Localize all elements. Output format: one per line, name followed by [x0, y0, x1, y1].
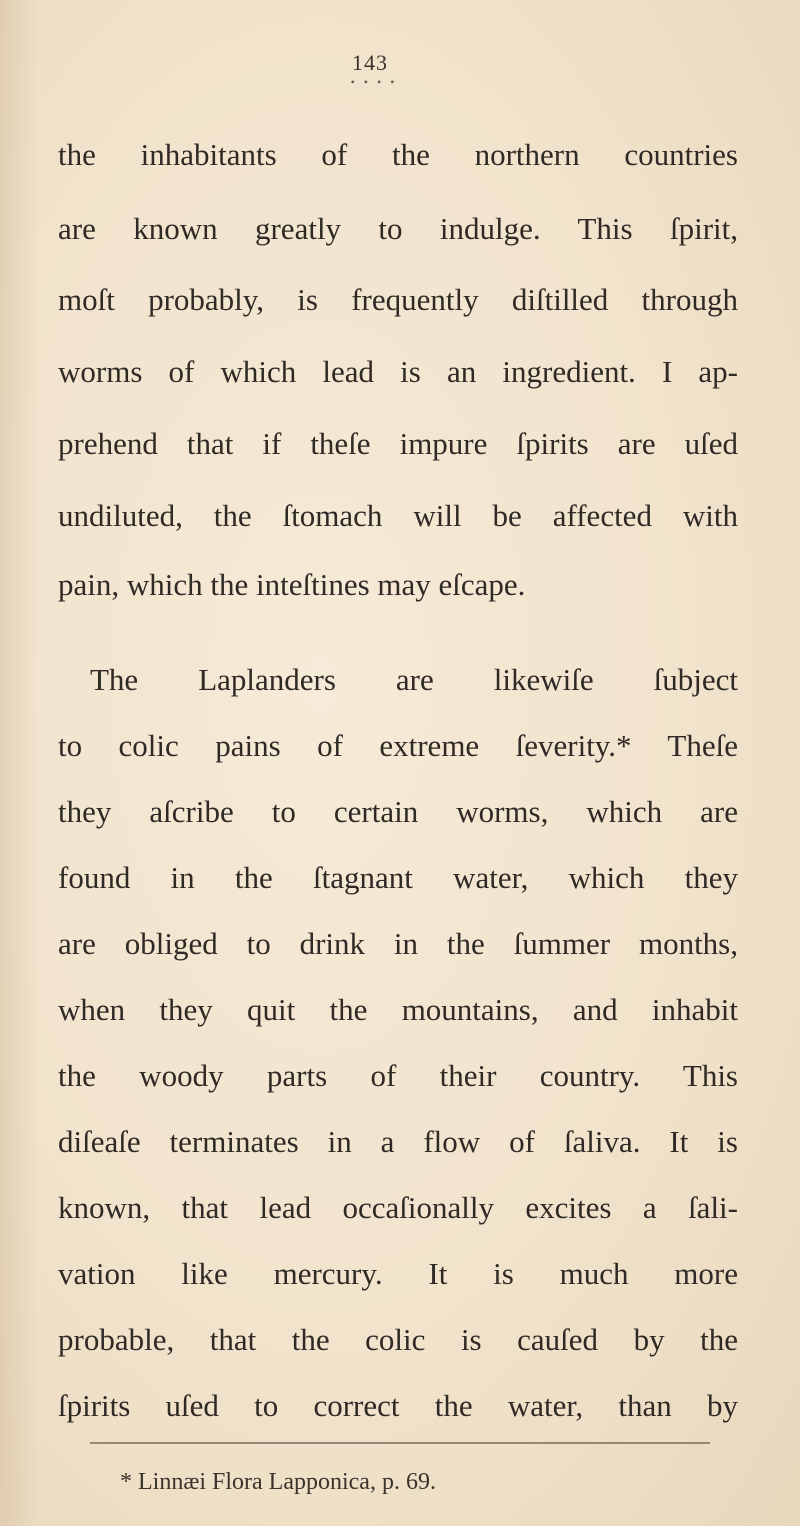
- text-line: are obliged to drink in the ſummer months,: [58, 926, 738, 961]
- text-line: are known greatly to indulge. This ſpirit,: [58, 211, 738, 246]
- text-line: diſeaſe terminates in a flow of ſaliva. It is: [58, 1124, 738, 1159]
- text-line: found in the ſtagnant water, which they: [58, 860, 738, 895]
- text-line: ſpirits uſed to correct the water, than by: [58, 1388, 738, 1423]
- text-line: pain, which the inteſtines may eſcape.: [58, 567, 526, 602]
- text-line: moſt probably, is frequently diſtilled through: [58, 282, 738, 317]
- page-number-ornament: • • • •: [350, 75, 398, 89]
- page-gutter-shadow: [0, 0, 40, 1526]
- text-line: probable, that the colic is cauſed by the: [58, 1322, 738, 1357]
- footnote: * Linnæi Flora Lapponica, p. 69.: [120, 1469, 436, 1495]
- text-line: to colic pains of extreme ſeverity.* Theſe: [58, 728, 738, 763]
- text-line: prehend that if theſe impure ſpirits are uſed: [58, 426, 738, 461]
- text-line: the woody parts of their country. This: [58, 1058, 738, 1093]
- text-line: they aſcribe to certain worms, which are: [58, 794, 738, 829]
- text-line: undiluted, the ſtomach will be affected with: [58, 498, 738, 533]
- text-line: when they quit the mountains, and inhabit: [58, 992, 738, 1027]
- text-line: the inhabitants of the northern countries: [58, 137, 738, 172]
- page-number: 143: [352, 50, 388, 75]
- footnote-rule: [90, 1442, 710, 1444]
- text-line: known, that lead occaſionally excites a ſali-: [58, 1190, 738, 1225]
- text-line: vation like mercury. It is much more: [58, 1256, 738, 1291]
- text-line: worms of which lead is an ingredient. I ap-: [58, 354, 738, 389]
- text-line: The Laplanders are likewiſe ſubject: [90, 662, 738, 697]
